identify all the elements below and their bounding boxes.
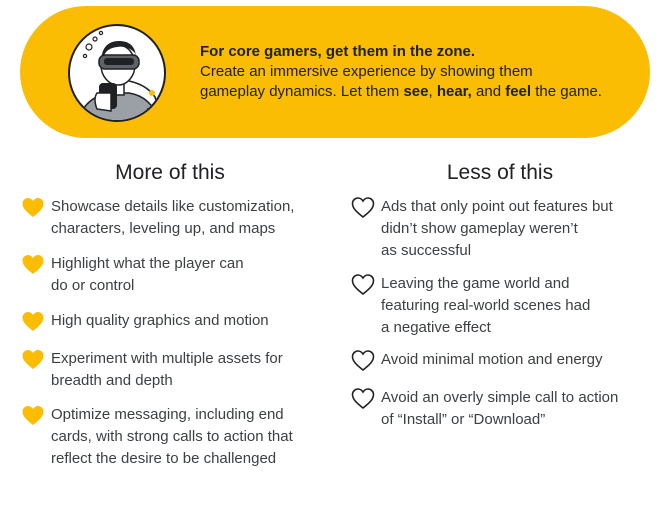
less-of-this-column <box>350 158 650 428</box>
more-item-line: Showcase details like customization, <box>51 198 295 215</box>
less-heading: Less of this <box>446 161 554 184</box>
more-item-text <box>51 310 321 332</box>
heart-outline-icon <box>350 196 376 218</box>
banner-line-1: Create an immersive experience by showing them <box>200 63 533 80</box>
less-item-line: a negative effect <box>381 319 491 336</box>
banner-and: and <box>471 83 506 100</box>
banner-line-2-pre: gameplay dynamics. Let them <box>200 83 404 100</box>
heart-filled-icon <box>20 253 46 275</box>
less-item-line: Avoid minimal motion and energy <box>381 351 603 368</box>
less-item-line: of “Install” or “Download” <box>381 411 546 428</box>
more-item-text <box>51 404 321 470</box>
more-item-line: High quality graphics and motion <box>51 312 269 329</box>
more-item-line: Optimize messaging, including end <box>51 406 284 423</box>
heart-filled-icon <box>20 196 46 218</box>
banner-line-2-post: the game. <box>531 83 602 100</box>
banner-sep: , <box>428 83 437 100</box>
more-item-line: Experiment with multiple assets for <box>51 350 283 367</box>
heart-outline-icon <box>350 273 376 295</box>
less-item-line: featuring real-world scenes had <box>381 297 591 314</box>
banner-headline: For core gamers, get them in the zone. <box>200 43 476 60</box>
heart-filled-icon <box>20 404 46 426</box>
more-item-text <box>51 253 321 297</box>
more-item-line: reflect the desire to be challenged <box>51 450 277 467</box>
more-of-this-column <box>20 158 320 467</box>
heart-filled-icon <box>20 310 46 332</box>
less-item-text <box>381 349 651 371</box>
less-item-text <box>381 273 651 339</box>
gamer-illustration <box>67 23 167 123</box>
less-item-line: Avoid an overly simple call to action <box>381 389 619 406</box>
more-item-line: characters, leveling up, and maps <box>51 220 276 237</box>
more-heading: More of this <box>115 161 225 184</box>
banner-text <box>200 42 640 102</box>
heart-outline-icon <box>350 387 376 409</box>
less-item-text <box>381 387 651 431</box>
more-item-line: breadth and depth <box>51 372 173 389</box>
heart-filled-icon <box>20 348 46 370</box>
less-item-line: Leaving the game world and <box>381 275 570 292</box>
more-item-line: cards, with strong calls to action that <box>51 428 293 445</box>
less-item-line: didn’t show gameplay weren’t <box>381 220 578 237</box>
less-item-text <box>381 196 651 262</box>
less-item-line: Ads that only point out features but <box>381 198 613 215</box>
more-item-text <box>51 348 321 392</box>
banner-see: see <box>403 83 429 100</box>
banner-feel: feel <box>505 83 532 100</box>
banner-hear: hear, <box>436 83 472 100</box>
more-item-line: Highlight what the player can <box>51 255 244 272</box>
more-item-text <box>51 196 321 240</box>
heart-outline-icon <box>350 349 376 371</box>
banner <box>20 6 650 138</box>
more-item-line: do or control <box>51 277 135 294</box>
less-item-line: as successful <box>381 242 472 259</box>
